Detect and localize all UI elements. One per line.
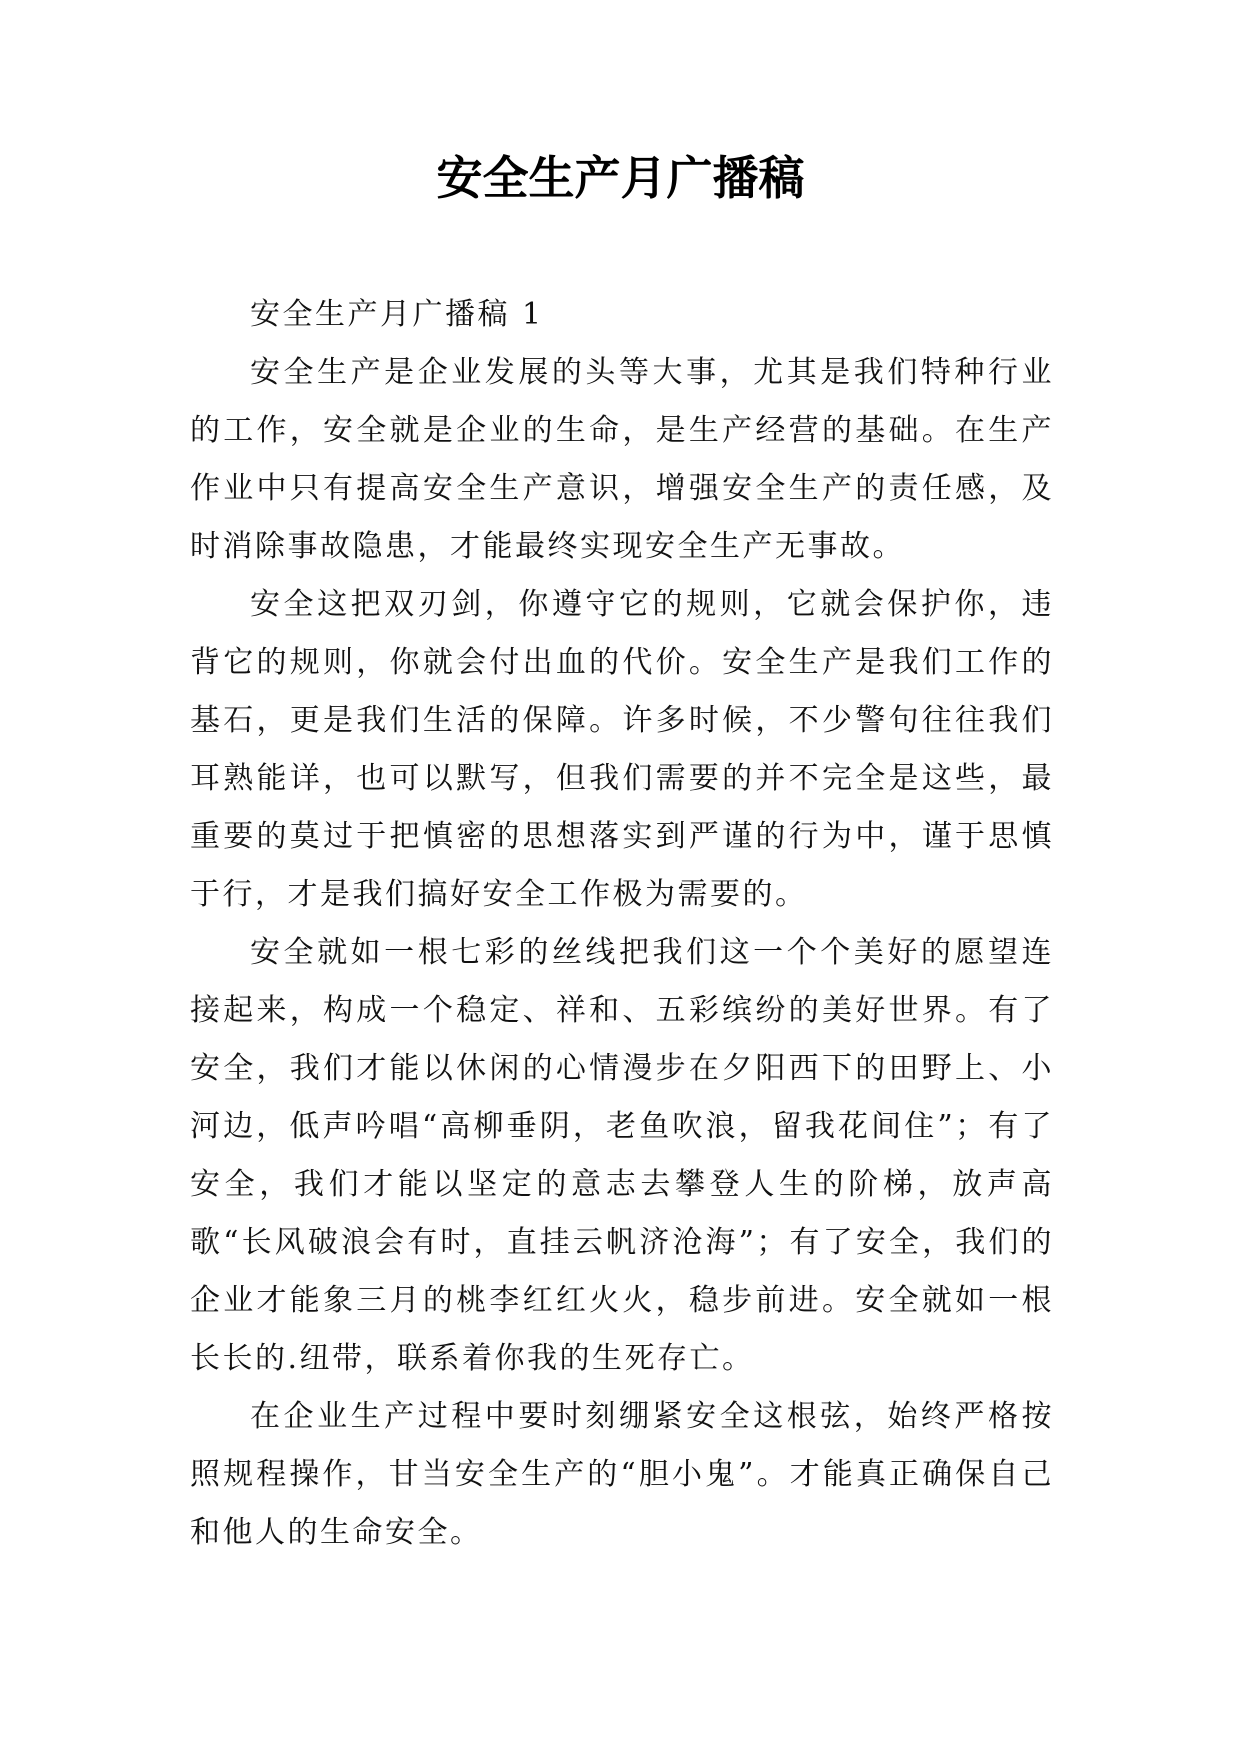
paragraph: 安全就如一根七彩的丝线把我们这一个个美好的愿望连接起来，构成一个稳定、祥和、五彩缤纷的美好世界。有了安全，我们才能以休闲的心情漫步在夕阳西下的田野上、小河边，低声吟唱“高柳垂阴，老鱼吹浪，留我花间住”；有了安全，我们才能以坚定的意志去攀登人生的阶梯，放声高歌“长风破浪会有时，直挂云帆济沧海”；有了安全，我们的企业才能象三月的桃李红红火火，稳步前进。安全就如一根长长的.纽带，联系着你我的生死存亡。 xyxy=(190,935,1054,1376)
paragraph: 安全这把双刃剑，你遵守它的规则，它就会保护你，违背它的规则，你就会付出血的代价。安全生产是我们工作的基石，更是我们生活的保障。许多时候，不少警句往往我们耳熟能详，也可以默写，但我们需要的并不完全是这些，最重要的莫过于把慎密的思想落实到严谨的行为中，谨于思慎于行，才是我们搞好安全工作极为需要的。 xyxy=(190,587,1054,912)
paragraph: 安全生产是企业发展的头等大事，尤其是我们特种行业的工作，安全就是企业的生命，是生产经营的基础。在生产作业中只有提高安全生产意识，增强安全生产的责任感，及时消除事故隐患，才能最终实现安全生产无事故。 xyxy=(190,355,1054,564)
paragraph: 在企业生产过程中要时刻绷紧安全这根弦，始终严格按照规程操作，甘当安全生产的“胆小鬼”。才能真正确保自己和他人的生命安全。 xyxy=(190,1399,1054,1550)
document-title: 安全生产月广播稿 xyxy=(436,151,805,205)
section-heading: 安全生产月广播稿 1 xyxy=(250,297,544,332)
document-body xyxy=(190,286,1054,1562)
